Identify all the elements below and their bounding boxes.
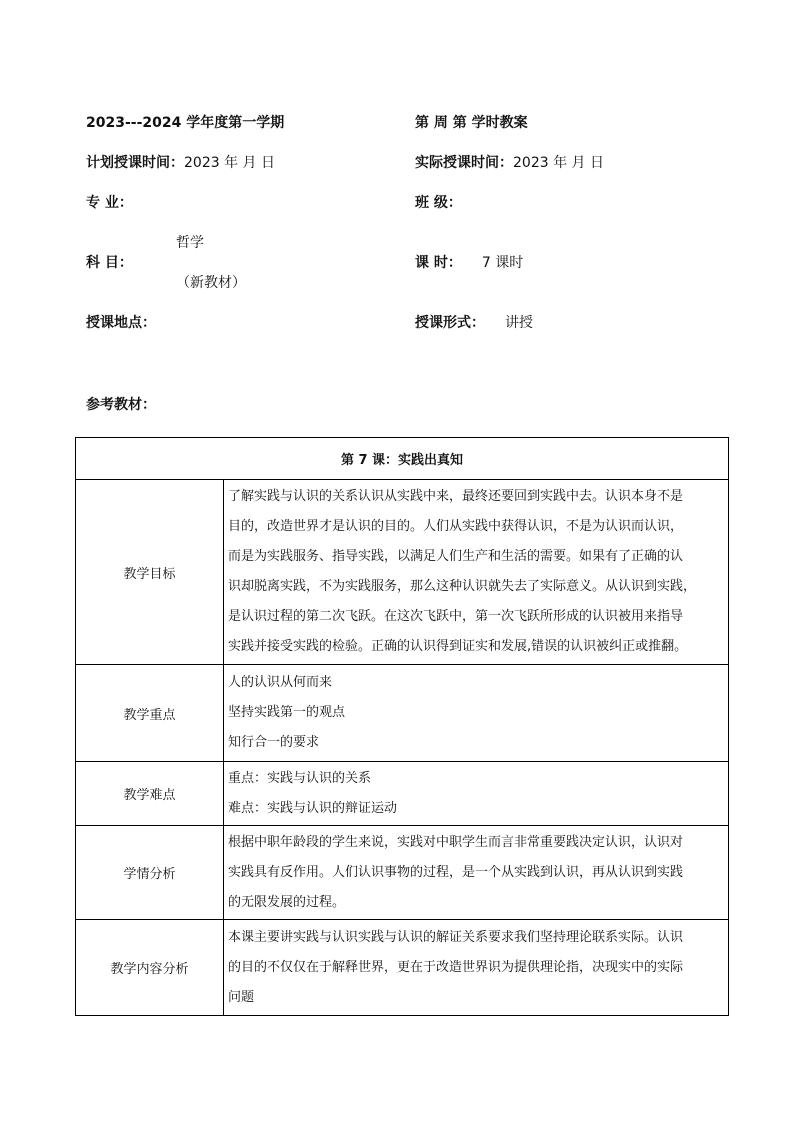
hours-value: 7 课时 [481,255,524,271]
hours-label: 课 时： [415,255,462,271]
content-line: 问题 [228,989,255,1005]
key-points-label: 教学重点 [76,665,224,762]
content-line: 坚持实践第一的观点 [228,705,346,720]
actual-time-field [415,153,604,173]
form-label: 授课形式： [415,315,485,331]
teaching-goals-label: 教学目标 [76,480,224,665]
content-line: 难点：实践与认识的辩证运动 [228,800,398,816]
actual-time-label: 实际授课时间： [415,155,513,171]
content-line: 实践具有反作用。人们认识事物的过程，是一个从实践到认识，再从认识到实践 [228,864,684,880]
content-line: 人的认识从何而来 [228,675,333,690]
hours-field [415,253,523,273]
student-analysis-label: 学情分析 [76,826,224,920]
content-line: 本课主要讲实践与认识实践与认识的解证关系要求我们坚持理论联系实际。认识 [228,929,684,945]
content-line: 了解实践与认识的关系认识从实践中来，最终还要回到实践中去。认识本身不是 [228,489,684,504]
table-row [76,665,729,762]
content-line: 是认识过程的第二次飞跃。在这次飞跃中，第一次飞跃所形成的认识被用来指导 [228,609,684,624]
subject-value-line1: 哲学 [176,235,204,251]
semester-title: 2023---2024 学年度第一学期 [86,115,285,131]
table-title-row [76,438,729,480]
difficulties-label: 教学难点 [76,762,224,826]
key-points-content [224,665,729,762]
content-line: 知行合一的要求 [228,735,320,750]
content-line: 的目的不仅仅在于解释世界，更在于改造世界识为提供理论指，决现实中的实际 [228,959,684,975]
content-line: 目的，改造世界才是认识的目的。人们从实践中获得认识，不是为认识而认识， [228,519,684,534]
student-analysis-content [224,826,729,920]
content-analysis-label: 教学内容分析 [76,920,224,1016]
table-row [76,826,729,920]
actual-time-value: 2023 年 月 日 [513,155,604,171]
week-hour-label: 第 周 第 学时教案 [415,115,528,131]
planned-time-label: 计划授课时间： [86,155,184,171]
planned-time-field [86,153,275,173]
reference-label: 参考教材： [86,397,156,413]
table-row [76,480,729,665]
content-analysis-content [224,920,729,1016]
class-label: 班 级： [415,195,462,211]
form-field [415,313,533,333]
subject-value-line2: （新教材） [176,275,246,291]
table-row [76,762,729,826]
lesson-title: 第 7 课：实践出真知 [76,438,729,480]
major-label: 专 业： [86,195,133,211]
table-row [76,920,729,1016]
subject-label: 科 目： [86,255,133,271]
planned-time-value: 2023 年 月 日 [184,155,275,171]
location-label: 授课地点： [86,315,156,331]
content-line: 实践并接受实践的检验。正确的认识得到证实和发展,错误的认识被纠正或推翻。 [228,639,688,654]
difficulties-content [224,762,729,826]
content-line: 的无限发展的过程。 [228,894,346,910]
lesson-plan-table [75,437,729,1016]
content-line: 根据中职年龄段的学生来说，实践对中职学生而言非常重要践决定认识，认识对 [228,834,684,850]
form-value: 讲授 [505,315,533,331]
content-line: 识却脱离实践，不为实践服务，那么这种认识就失去了实际意义。从认识到实践， [228,579,697,594]
content-line: 重点：实践与认识的关系 [228,770,372,786]
teaching-goals-content [224,480,729,665]
content-line: 而是为实践服务、指导实践，以满足人们生产和生活的需要。如果有了正确的认 [228,549,684,564]
